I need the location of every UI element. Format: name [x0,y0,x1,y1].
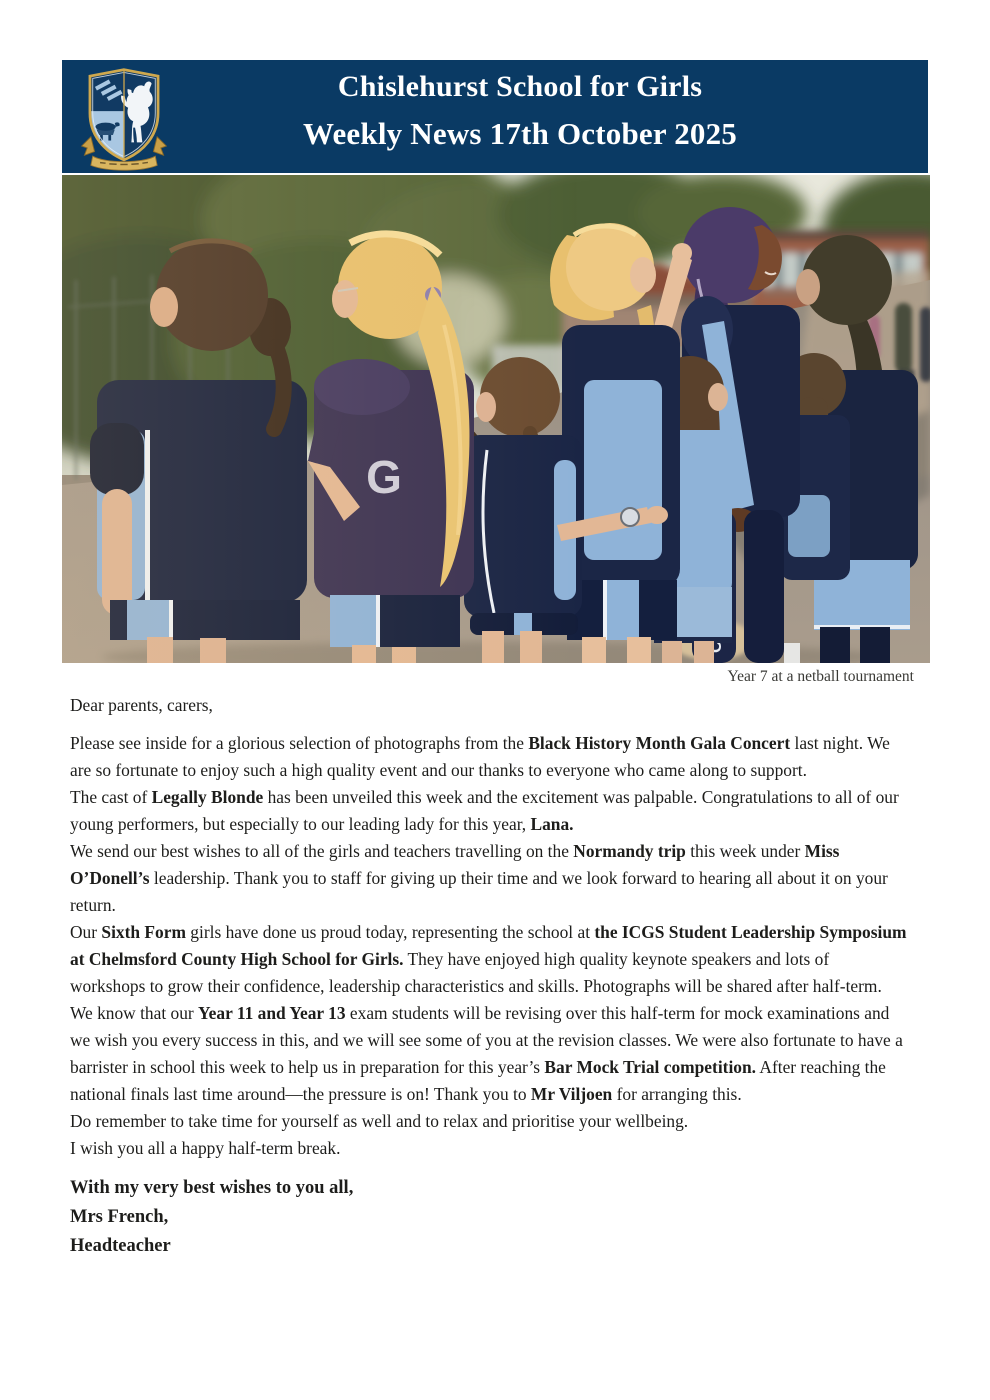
letter-paragraph: Please see inside for a glorious selection of photographs from the Black History Month Gala Concert last night. We are so fortunate to enjoy such a high quality event and our thanks to everyone who came along to support. [70,733,890,780]
signature-block [70,1174,908,1261]
letter-paragraph: Our Sixth Form girls have done us proud today, representing the school at the ICGS Student Leadership Symposium at Chelmsford County High School for Girls. They have enjoyed high quality keynote speakers and lots of workshops to grow their confidence, leadership characteristics and skills. Photographs will be shared after half-term. [70,922,907,996]
head-letter [70,692,908,1261]
letter-paragraph: The cast of Legally Blonde has been unveiled this week and the excitement was palpable. Congratulations to all of our young performers, but especially to our leading lady for this year, Lana. [70,787,899,834]
letter-paragraph: We know that our Year 11 and Year 13 exam students will be revising over this half-term for mock examinations and we wish you every success in this, and we will see some of you at the revision classes. We were also fortunate to have a barrister in school this week to help us in preparation for this year’s Bar Mock Trial competition. After reaching the national finals last time around—the pressure is on! Thank you to Mr Viljoen for arranging this. [70,1003,903,1104]
sunlight-overlay [62,175,930,663]
netball-photo-illustration [62,175,930,663]
school-crest-icon [78,65,170,171]
header-banner [62,60,928,173]
newsletter-date-title: Weekly News 17th October 2025 [302,116,738,151]
letter-paragraph: I wish you all a happy half-term break. [70,1138,341,1158]
signature-role: Headteacher [70,1236,171,1256]
signature-name: Mrs French, [70,1207,169,1227]
netball-photo [62,175,930,663]
closing-line: With my very best wishes to you all, [70,1178,354,1198]
header-titles [182,60,858,173]
letter-paragraph: Do remember to take time for yourself as well and to relax and prioritise your wellbeing. [70,1111,689,1131]
school-name-title: Chislehurst School for Girls [337,70,703,103]
photo-caption: Year 7 at a netball tournament [727,668,914,685]
greeting: Dear parents, carers, [70,695,213,715]
letter-paragraph: We send our best wishes to all of the girls and teachers travelling on the Normandy trip this week under Miss O’Donell’s leadership. Thank you to staff for giving up their time and we look forward to hearing all about it on your return. [70,841,888,915]
